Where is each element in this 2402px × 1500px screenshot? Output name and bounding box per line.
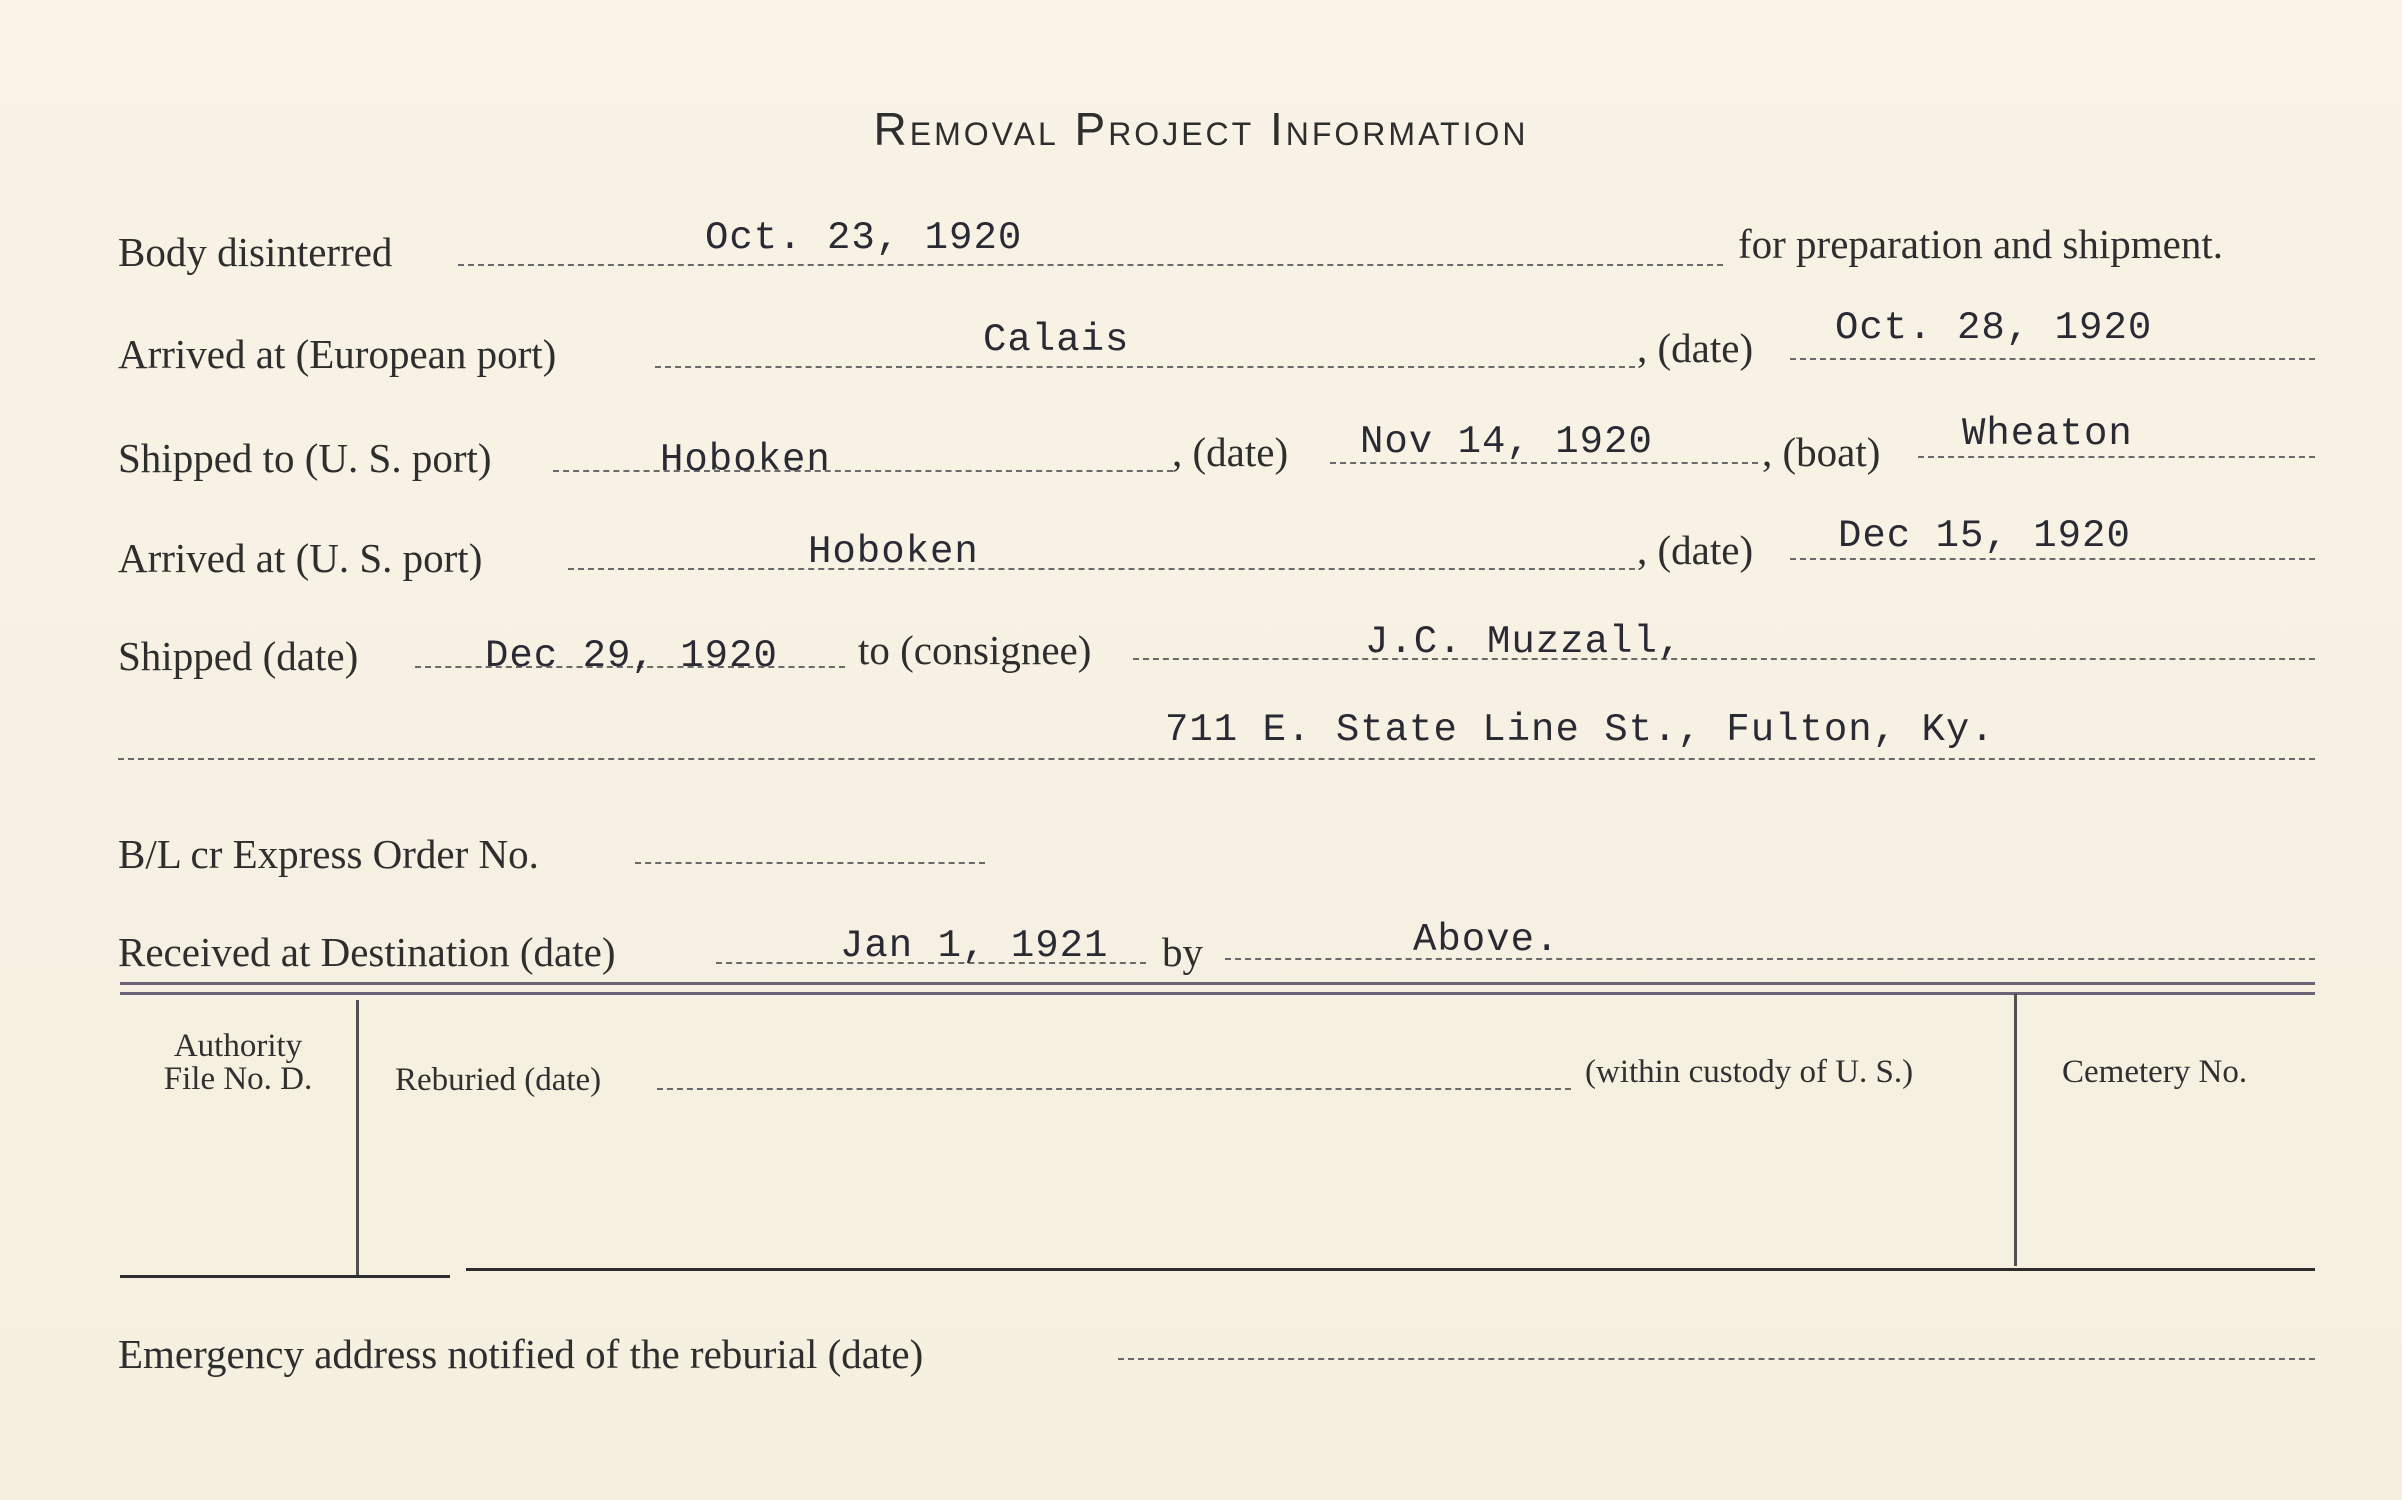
reburied-line: [657, 1088, 1571, 1090]
table-top-rule-1: [120, 982, 2315, 985]
arrived-european-date-label: , (date): [1637, 325, 1754, 371]
arrived-us-date-label: , (date): [1637, 527, 1754, 573]
shipped-us-line: [553, 470, 1173, 472]
received-by-line: [1225, 958, 2315, 960]
received-label: Received at Destination (date): [118, 929, 616, 975]
body-disinterred-line: [458, 264, 1723, 266]
page-title: Removal Project Information: [873, 103, 1529, 155]
cemetery-label: Cemetery No.: [2062, 1054, 2248, 1090]
address-line: [118, 758, 2315, 760]
shipped-us-date-label: , (date): [1172, 429, 1289, 475]
authority-label-line-1: Authority: [173, 1028, 303, 1064]
table-divider-1: [356, 1000, 359, 1275]
arrived-european-label: Arrived at (European port): [118, 331, 557, 377]
reburied-label: Reburied (date): [395, 1062, 602, 1098]
shipped-date-value: Dec 29, 1920: [485, 634, 778, 678]
shipped-date-label: Shipped (date): [118, 633, 359, 679]
body-disinterred-value: Oct. 23, 1920: [705, 216, 1023, 260]
arrived-european-value: Calais: [983, 318, 1130, 362]
bl-order-line: [635, 862, 985, 864]
consignee-address: 711 E. State Line St., Fulton, Ky.: [1165, 708, 1995, 752]
arrived-us-date-value: Dec 15, 1920: [1838, 514, 2131, 558]
authority-label-line-2: File No. D.: [163, 1061, 313, 1097]
arrived-european-date-value: Oct. 28, 1920: [1835, 306, 2153, 350]
received-by-label: by: [1162, 929, 1203, 975]
shipped-us-label: Shipped to (U. S. port): [118, 435, 492, 481]
shipped-us-value: Hoboken: [660, 438, 831, 482]
emergency-label: Emergency address notified of the reburial (date): [118, 1331, 924, 1377]
body-disinterred-label: Body disinterred: [118, 229, 393, 275]
received-by-value: Above.: [1413, 918, 1560, 962]
arrived-us-label: Arrived at (U. S. port): [118, 535, 483, 581]
shipped-us-boat-label: , (boat): [1762, 429, 1881, 475]
custody-label: (within custody of U. S.): [1585, 1054, 1914, 1090]
consignee-line: [1133, 658, 2315, 660]
consignee-value: J.C. Muzzall,: [1365, 620, 1683, 664]
table-divider-2: [2014, 994, 2017, 1266]
table-top-rule-2: [120, 992, 2315, 995]
emergency-line: [1118, 1358, 2315, 1360]
shipped-us-boat-line: [1918, 456, 2315, 458]
arrived-us-value: Hoboken: [808, 530, 979, 574]
arrived-us-date-line: [1790, 558, 2315, 560]
authority-file-no-label: [120, 1030, 356, 1096]
bl-order-label: B/L cr Express Order No.: [118, 831, 539, 877]
received-value: Jan 1, 1921: [840, 924, 1109, 968]
table-bottom-rule-2: [466, 1268, 2315, 1271]
table-bottom-rule-1: [120, 1275, 450, 1278]
arrived-european-line: [655, 366, 1635, 368]
shipped-us-boat-value: Wheaton: [1962, 412, 2133, 456]
consignee-label: to (consignee): [858, 627, 1092, 673]
arrived-european-date-line: [1790, 358, 2315, 360]
body-disinterred-suffix: for preparation and shipment.: [1738, 221, 2224, 267]
shipped-us-date-value: Nov 14, 1920: [1360, 420, 1653, 464]
arrived-us-line: [568, 568, 1635, 570]
